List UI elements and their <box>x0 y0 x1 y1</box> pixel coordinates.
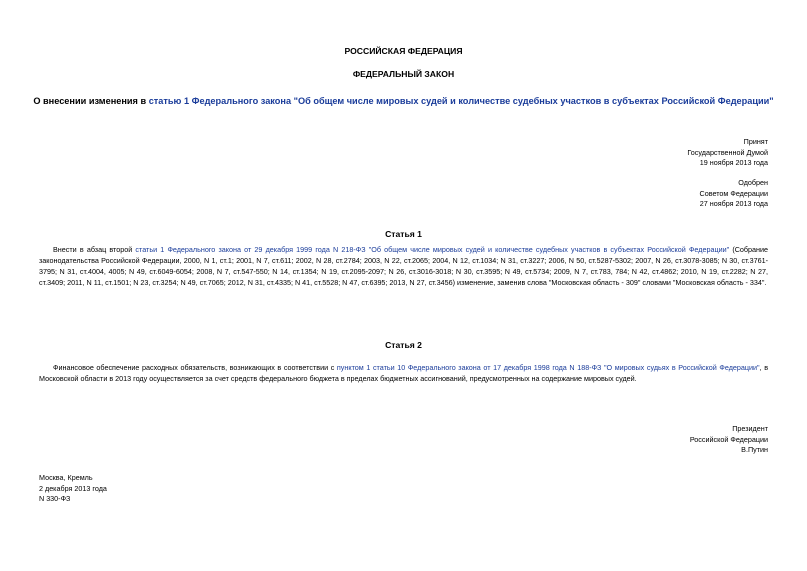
accepted-body: Государственной Думой <box>687 147 768 157</box>
article-2-heading: Статья 2 <box>385 340 422 350</box>
article-2-text-after: , в Московской области в 2013 году осуществляется за счет средств федерального бюджета в пределах бюджетных ассигнований, предусмотренных на содержание мировых судей. <box>39 363 769 383</box>
article-1-link[interactable]: статьи 1 Федерального закона от 29 декабря 1999 года N 218-ФЗ "Об общем числе мировых судей и количестве судебных участков в субъектах Российской Федерации" <box>135 245 730 254</box>
doc-type-heading: ФЕДЕРАЛЬНЫЙ ЗАКОН <box>352 69 455 79</box>
law-title <box>0 96 807 106</box>
article-1-heading: Статья 1 <box>385 229 422 239</box>
approved-block <box>700 178 768 210</box>
approved-body: Советом Федерации <box>699 188 768 198</box>
article-2-text <box>39 362 768 384</box>
article-1-text <box>39 244 768 288</box>
signer-title: Президент <box>732 424 768 433</box>
signer-name: В.Путин <box>741 445 768 454</box>
approved-date: 27 ноября 2013 года <box>699 199 768 208</box>
article-1-text-after: (Собрание законодательства Российской Федерации, 2000, N 1, ст.1; 2001, N 7, ст.611; 2002, N 28, ст.2784; 2003, N 22, ст.2065; 2004, N 12, ст.1034; N 31, ст.3227; 2006, N 50, ст.5287-5302; 2007, N 26, ст.3078-3085; N 30, ст.3761-3795; N 31, ст.4004, 4005; N 49, ст.6049-6054; 2008, N 7, ст.547-550; N 14, ст.1354; N 19, ст.2095-2097; N 26, ст.3016-3018; N 30, ст.3595; N 49, ст.5734; 2009, N 7, ст.783, 784; N 42, ст.4862; 2010, N 19, ст.2282; N 27, ст.3409; 2011, N 11, ст.1501; N 23, ст.3254; N 49, ст.7065; 2012, N 31, ст.4335; N 41, ст.5528; N 47, ст.6395; 2013, N 27, ст.3456) изменение, заменив слова "Московская область - 309" словами "Московская область - 334". <box>39 245 769 287</box>
law-title-prefix: О внесении изменения в <box>33 96 149 106</box>
approved-label: Одобрен <box>738 178 768 187</box>
article-2-text-before: Финансовое обеспечение расходных обязательств, возникающих в соответствии с <box>53 363 337 372</box>
accepted-label: Принят <box>743 137 768 146</box>
signer-block <box>690 424 768 456</box>
accepted-block <box>687 137 768 169</box>
law-number: N 330-ФЗ <box>39 494 71 503</box>
place-block <box>39 473 107 505</box>
country-heading: РОССИЙСКАЯ ФЕДЕРАЦИЯ <box>344 46 463 56</box>
place-location: Москва, Кремль <box>39 473 93 482</box>
article-2-link[interactable]: пунктом 1 статьи 10 Федерального закона от 17 декабря 1998 года N 188-ФЗ "О мировых судьях в Российской Федерации" <box>336 363 760 372</box>
place-date: 2 декабря 2013 года <box>39 483 107 493</box>
accepted-date: 19 ноября 2013 года <box>699 158 768 167</box>
signer-country: Российской Федерации <box>689 434 768 444</box>
article-1-text-before: Внести в абзац второй <box>53 245 136 254</box>
law-title-link[interactable]: статью 1 Федерального закона "Об общем числе мировых судей и количестве судебных участков в субъектах Российской Федерации" <box>148 96 774 106</box>
